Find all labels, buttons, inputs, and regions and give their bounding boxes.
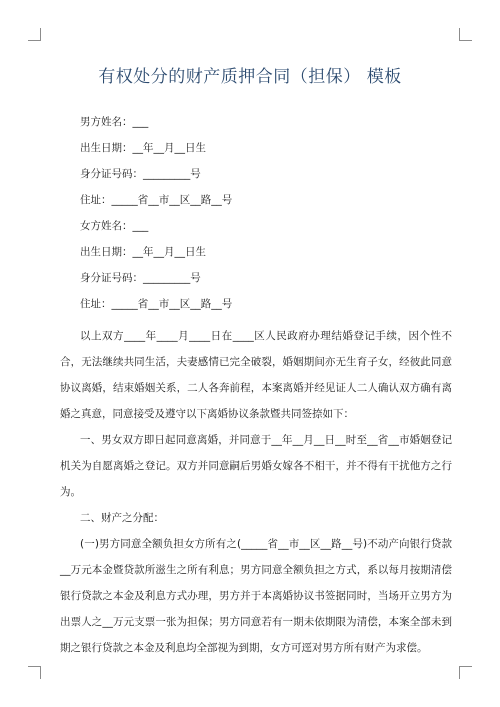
female-id-field: 身分证号码：_________号 [80,272,201,284]
document-title: 有权处分的财产质押合同（担保） 模板 [98,67,402,87]
page-corner-mark-top-right [459,28,472,41]
page-corner-mark-bottom-right [459,666,472,679]
page-corner-mark-bottom-left [28,666,41,679]
male-address-field: 住址：_____省__市__区__路__号 [80,194,233,206]
clause-2-1-paragraph: (一)男方同意全额负担女方所有之(_____省__市__区__路__号)不动产向银行贷款__万元本金暨贷款所滋生之所有利息；男方同意全额负担之方式，系以每月按期清偿银行贷款之本金及利息方式办理，男方并于本离婚协议书签据同时，当场开立男方为出票人之__万元支票一张为担保；男方同意若有一期未依期限为清偿，本案全部未到期之银行贷款之本金及利息均全部视为到期，女方可逕对男方所有财产为求偿。 [60,538,452,654]
page-corner-mark-top-left [28,28,41,41]
male-id-field: 身分证号码：_________号 [80,168,201,180]
female-name-field: 女方姓名：___ [80,220,149,232]
clause-2-heading: 二、财产之分配： [80,512,164,524]
document-body [60,115,452,661]
female-birth-field: 出生日期：__年__月__日生 [80,246,206,258]
clause-1-paragraph: 一、男女双方即日起同意离婚，并同意于__年__月__日__时至__省__市婚姻登记机关为自愿离婚之登记。双方并同意嗣后男婚女嫁各不相干，并不得有干扰他方之行为。 [60,434,452,498]
intro-paragraph: 以上双方____年____月____日在____区人民政府办理结婚登记手续，因个性不合，无法继续共同生活，夫妻感情已完全破裂，婚姻期间亦无生育子女，经彼此同意协议离婚，结束婚姻关系，二人各奔前程，本案离婚并经见证人二人确认双方确有离婚之真意，同意接受及遵守以下离婚协议条款暨共同签捺如下： [60,330,452,420]
male-birth-field: 出生日期：__年__月__日生 [80,142,206,154]
female-address-field: 住址：_____省__市__区__路__号 [80,298,233,310]
male-name-field: 男方姓名：___ [80,116,149,128]
